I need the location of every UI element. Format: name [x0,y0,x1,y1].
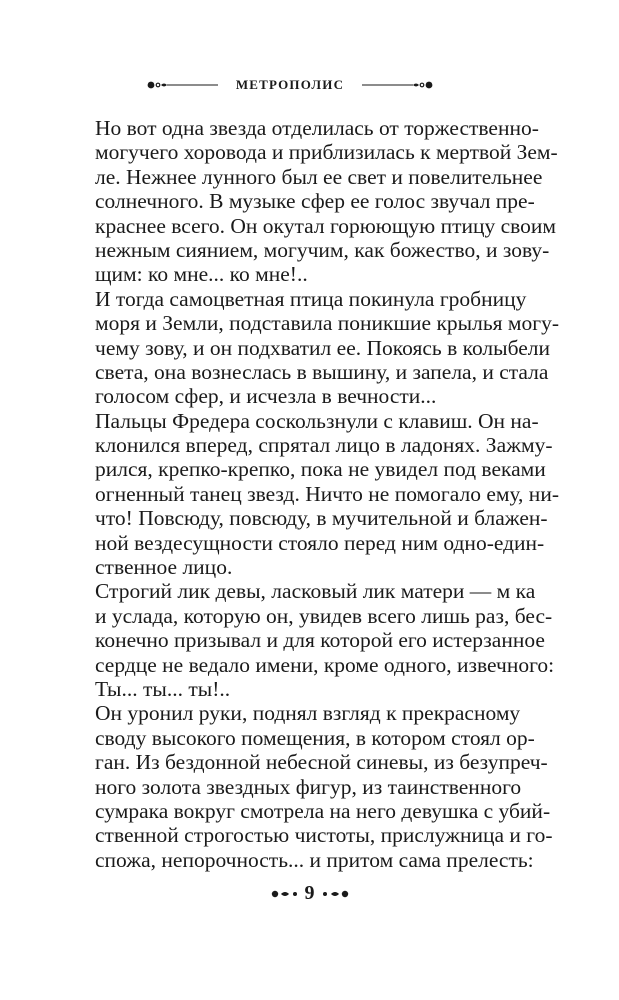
text-line: ной вездесущности стояло перед ним одно-един- [95,530,545,555]
text-line: что! Повсюду, повсюду, в мучительной и блажен- [95,506,548,531]
left-ornament-icon [146,78,218,92]
paragraph [95,701,553,872]
text-line: сумрака вокруг смотрела на него девушка с убий- [95,798,551,823]
right-folio-ornament-icon [321,888,349,900]
text-line: солнечного. В музыке сфер ее голос звучал пре- [95,189,535,214]
text-line: своду высокого помещения, в котором стоял ор- [95,725,535,750]
text-line: Он уронил руки, поднял взгляд к прекрасному [95,701,521,726]
text-line: Ты... ты... ты!.. [95,676,231,701]
text-line: Но вот одна звезда отделилась от торжественно- [95,116,539,140]
text-line: ного золота звездных фигур, из таинственного [95,774,522,799]
text-line: чему зову, и он подхватил ее. Покоясь в колыбели [95,335,551,360]
text-line: моря и Земли, подставила поникшие крылья могу- [95,311,559,336]
text-line: и услада, которую он, увидев всего лишь раз, бес- [95,603,553,628]
paragraph [95,579,555,677]
text-line: ган. Из бездонной небесной синевы, из безупреч- [95,750,548,775]
header-title: МЕТРОПОЛИС [235,77,345,92]
paragraph [95,116,558,287]
text-line: щим: ко мне... ко мне!.. [95,262,308,287]
text-line: огненный танец звезд. Ничто не помогало ему, ни- [95,481,559,506]
text-line: ственной строгостью чистоты, прислужница и го- [95,823,553,848]
text-line: клонился вперед, спрятал лицо в ладонях. Зажму- [95,433,553,458]
text-line: ственное лицо. [95,555,233,580]
paragraph [95,677,505,701]
running-header [146,74,434,96]
text-line: рился, крепко-крепко, пока не увидел под веками [95,457,546,482]
text-line: света, она вознеслась в вышину, и запела, и стала [95,359,549,384]
text-line: голосом сфер, и исчезла в вечности... [95,384,437,409]
page-footer [0,882,619,905]
text-line: могучего хоровода и приблизилась к мертвой Зем- [95,140,558,165]
text-line: Строгий лик девы, ласковый лик матери — м ка [95,579,536,604]
text-line: ле. Нежнее лунного был ее свет и повелительнее [95,164,543,189]
text-line: Пальцы Фредера соскользнули с клавиш. Он на- [95,408,539,433]
text-line: конечно призывал и для которой его истерзанное [95,628,545,653]
text-line: сердце не ведало имени, кроме одного, извечного: [95,652,555,677]
text-line: краснее всего. Он окутал горюющую птицу своим [95,213,557,238]
paragraph [95,286,559,409]
text-line: нежным сиянием, могучим, как божество, и зову- [95,237,550,262]
text-line: спожа, непорочность... и притом сама прелесть: [95,847,534,872]
paragraph [95,408,559,580]
text-line: И тогда самоцветная птица покинула гробницу [95,286,527,311]
right-ornament-icon [362,78,434,92]
left-folio-ornament-icon [271,888,299,900]
body-text [95,116,559,872]
page-number: 9 [304,882,315,904]
